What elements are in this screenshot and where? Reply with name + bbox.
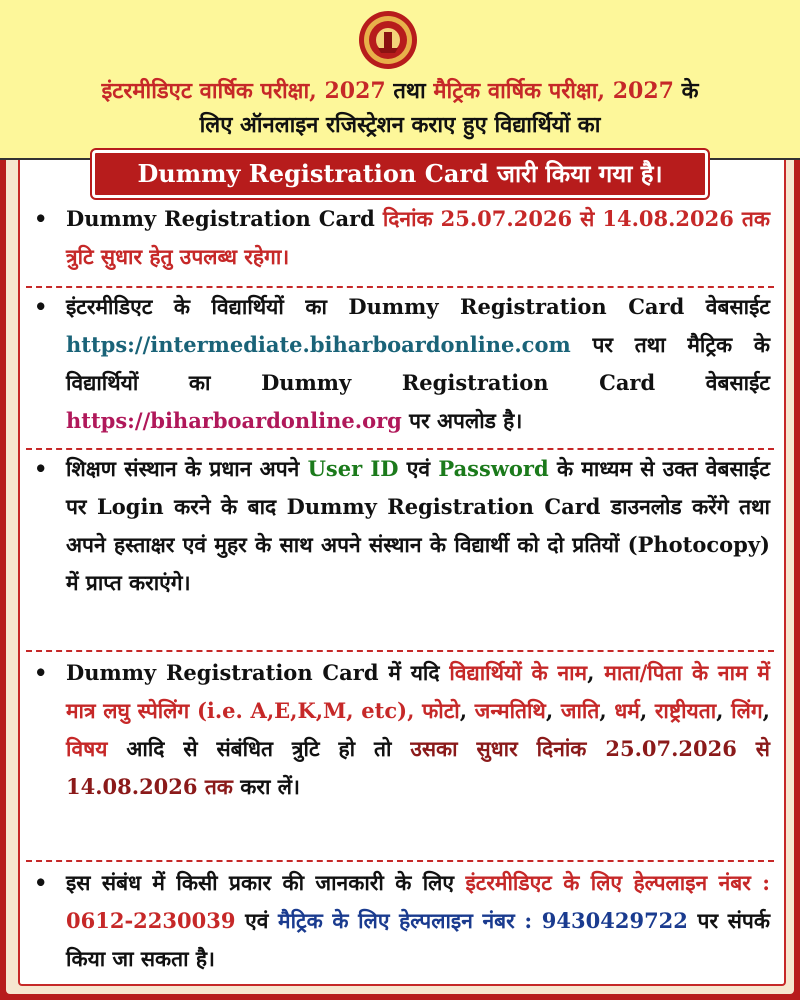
bullet-icon: •: [34, 206, 48, 231]
text-segment: विषय: [66, 736, 108, 761]
text-segment: माता/पिता के नाम में मात्र लघु स्पेलिंग (i.e. A,E,K,M, etc),: [66, 660, 770, 723]
text-segment: उसका सुधार दिनांक 25.07.2026 से 14.08.2026 तक: [66, 736, 770, 799]
text-segment: आदि से संबंधित त्रुटि हो तो: [107, 736, 411, 761]
text-segment: User ID: [307, 456, 399, 481]
bullet-icon: •: [34, 456, 48, 481]
list-item: [28, 654, 770, 806]
text-segment: https://biharboardonline.org: [66, 408, 402, 433]
text-segment: जाति: [560, 698, 600, 723]
text-segment: ,: [459, 698, 475, 723]
text-segment: धर्म: [614, 698, 640, 723]
text-segment: ,: [639, 698, 655, 723]
text-segment: ,: [599, 698, 615, 723]
list-item: [28, 864, 770, 978]
text-segment: Password: [438, 456, 549, 481]
text-segment: https://intermediate.biharboardonline.com: [66, 332, 571, 357]
text-segment: इंटरमीडिएट के लिए हेल्पलाइन नंबर : 0612-2230039: [66, 870, 771, 933]
text-segment: के माध्यम से उक्त वेबसाईट पर Login करने के बाद Dummy Registration Card डाउनलोड करेंगे तथा अपने हस्ताक्षर एवं मुहर के साथ अपने संस्थान के विद्यार्थी को दो प्रतियों (Photocopy) में प्राप्त कराएंगे।: [66, 456, 770, 595]
section-divider: [26, 860, 774, 862]
text-segment: राष्ट्रीयता: [654, 698, 717, 723]
section-text: [66, 450, 770, 602]
text-segment: एवं: [398, 456, 439, 481]
text-segment: [414, 698, 422, 723]
section-text: [66, 864, 770, 978]
text-segment: लिंग: [731, 698, 763, 723]
text-segment: शिक्षण संस्थान के प्रधान अपने: [66, 456, 308, 481]
list-item: [28, 200, 770, 276]
text-segment: इंटरमीडिएट के विद्यार्थियों का Dummy Registration Card वेबसाईट: [66, 294, 770, 319]
text-segment: इस संबंध में किसी प्रकार की जानकारी के लिए: [66, 870, 466, 895]
title-intermediate: इंटरमीडिएट वार्षिक परीक्षा, 2027: [101, 78, 386, 104]
section-text: [66, 288, 770, 440]
text-segment: ,: [762, 698, 770, 723]
text-segment: दिनांक 25.07.2026 से 14.08.2026 तक त्रुटि सुधार हेतु उपलब्ध रहेगा।: [66, 206, 770, 269]
title-line2: लिए ऑनलाइन रजिस्ट्रेशन कराए हुए विद्यार्थियों का: [199, 112, 601, 138]
text-segment: ,: [545, 698, 561, 723]
bullet-icon: •: [34, 660, 48, 685]
notice-badge: Dummy Registration Card जारी किया गया है।: [92, 150, 708, 198]
text-segment: ,: [587, 660, 605, 685]
text-segment: जन्मतिथि: [474, 698, 546, 723]
bullet-icon: •: [34, 870, 48, 895]
header-banner: [0, 0, 800, 160]
text-segment: विद्यार्थियों के नाम: [449, 660, 588, 685]
text-segment: पर संपर्क किया जा सकता है।: [66, 908, 770, 971]
title-matric: मैट्रिक वार्षिक परीक्षा, 2027: [433, 78, 674, 104]
section-divider: [26, 650, 774, 652]
list-item: [28, 288, 770, 440]
section-text: [66, 654, 770, 806]
text-segment: मैट्रिक के लिए हेल्पलाइन नंबर : 9430429722: [278, 908, 688, 933]
page-title: [10, 74, 790, 142]
text-segment: Dummy Registration Card: [66, 206, 383, 231]
text-segment: ,: [716, 698, 732, 723]
list-item: [28, 450, 770, 602]
text-segment: पर तथा मैट्रिक के विद्यार्थियों का Dummy Registration Card वेबसाईट: [66, 332, 770, 395]
text-segment: करा लें।: [232, 774, 300, 799]
title-suffix: के: [673, 78, 699, 104]
text-segment: Dummy Registration Card में यदि: [66, 660, 450, 685]
text-segment: एवं: [235, 908, 279, 933]
bullet-icon: •: [34, 294, 48, 319]
title-connector: तथा: [385, 78, 434, 104]
text-segment: पर अपलोड है।: [401, 408, 523, 433]
section-text: [66, 200, 770, 276]
text-segment: फोटो: [422, 698, 460, 723]
bseb-seal-icon: [358, 10, 418, 70]
